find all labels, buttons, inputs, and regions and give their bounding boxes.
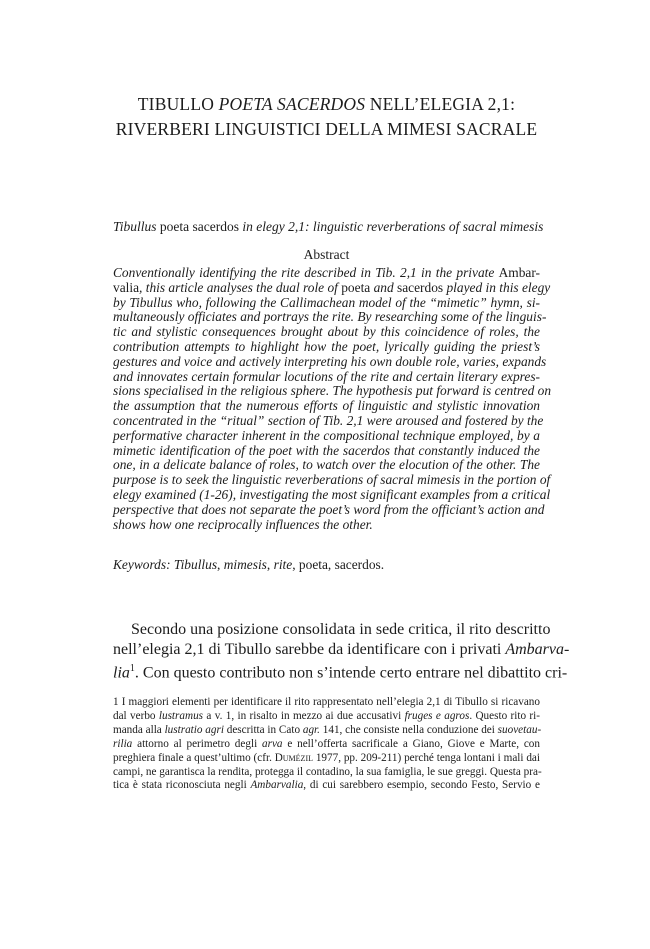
article-title: [113, 92, 540, 142]
abstract-line: concentrated in the “ritual” section of Tib. 2,1 were aroused and fostered by the: [113, 412, 544, 428]
footnote-ref[interactable]: 1: [129, 663, 135, 674]
abstract-line: sions specialised in the religious sphere. The hypothesis put forward is centred on: [113, 383, 552, 399]
footnote-line: 1 I maggiori elementi per identificare il rito rappresentato nell’elegia 2,1 di Tibullo si ricavano: [113, 696, 540, 708]
abstract-line: performative character inherent in the compositional technique employed, by a: [113, 427, 540, 443]
abstract-line: the assumption that the numerous efforts of linguistic and stylistic innovation: [113, 398, 540, 414]
body-line: Secondo una posizione consolidata in sede critica, il rito descritto: [131, 621, 551, 638]
abstract-line: contribution attempts to highlight how the poet, lyrically guiding the priest’s: [113, 338, 540, 354]
keywords: Keywords: Tibullus, mimesis, rite, poeta, sacerdos.: [113, 557, 385, 572]
body-text: [113, 620, 570, 683]
abstract-line: valia, this article analyses the dual role of poeta and sacerdos played in this elegy: [113, 279, 551, 295]
abstract-line: Conventionally identifying the rite described in Tib. 2,1 in the private Ambar-: [113, 265, 540, 280]
abstract-line: mimetic identification of the poet with the sacerdos that constantly induced the: [113, 442, 540, 458]
title-line-1: TIBULLO POETA SACERDOS NELL’ELEGIA 2,1:: [137, 94, 516, 114]
footnote: [113, 696, 540, 793]
footnote-line: campi, ne garantisca la rendita, protegga il contadino, la sua famiglia, le sue greggi. Questa pra-: [113, 765, 542, 778]
title-line-2: RIVERBERI LINGUISTICI DELLA MIMESI SACRALE: [115, 119, 538, 139]
footnote-line: manda alla lustratio agri descritta in Cato agr. 141, che consiste nella conduzione dei suovetau-: [113, 723, 542, 736]
footnote-line: rilia attorno al perimetro degli arva e nell’offerta sacrificale a Giano, Giove e Marte, con: [113, 737, 540, 750]
body-line: nell’elegia 2,1 di Tibullo sarebbe da identificare con i privati Ambarva-: [113, 640, 570, 658]
abstract-line: gestures and voice and actively interpreting his own double role, varies, expands: [113, 353, 547, 369]
abstract-line: shows how one reciprocally influences the other.: [113, 516, 373, 532]
abstract-line: perspective that does not separate the poet’s word from the officiant’s action and: [113, 501, 545, 517]
footnote-line: tica è stata riconosciuta negli Ambarvalia, di cui sarebbero esempio, secondo Festo, Servio e: [113, 779, 540, 792]
body-line: lia$^1$. Con questo contributo non s’intende certo entrare nel dibattito cri-: [113, 663, 568, 682]
abstract-line: purpose is to seek the linguistic reverberations of sacral mimesis in the portion of: [113, 472, 551, 488]
abstract-line: and innovates certain formular locutions of the rite and certain literary expres-: [113, 368, 540, 384]
abstract-line: by Tibullus who, following the Callimachean model of the “mimetic” hymn, si-: [113, 294, 540, 310]
abstract-line: one, in a delicate balance of roles, to watch over the elocution of the other. The: [113, 457, 540, 473]
abstract-line: multaneously officiates and portrays the rite. By researching some of the linguis-: [113, 309, 547, 325]
footnote-line: preghiera finale a quest’ultimo (cfr. Dumézil 1977, pp. 209-211) perché tenga lontani i mali dai: [113, 751, 540, 764]
abstract-text: [113, 265, 552, 532]
abstract-heading: Abstract: [303, 247, 350, 262]
abstract-line: tic and stylistic consequences brought about by this coincidence of roles, the: [113, 324, 540, 340]
footnote-line: dal verbo lustramus a v. 1, in risalto in mezzo ai due accusativi fruges e agros. Questo rito ri-: [113, 709, 540, 722]
english-title: Tibullus poeta sacerdos in elegy 2,1: linguistic reverberations of sacral mimesis: [113, 219, 544, 234]
abstract-line: elegy examined (1-26), investigating the most significant examples from a critical: [113, 486, 551, 502]
